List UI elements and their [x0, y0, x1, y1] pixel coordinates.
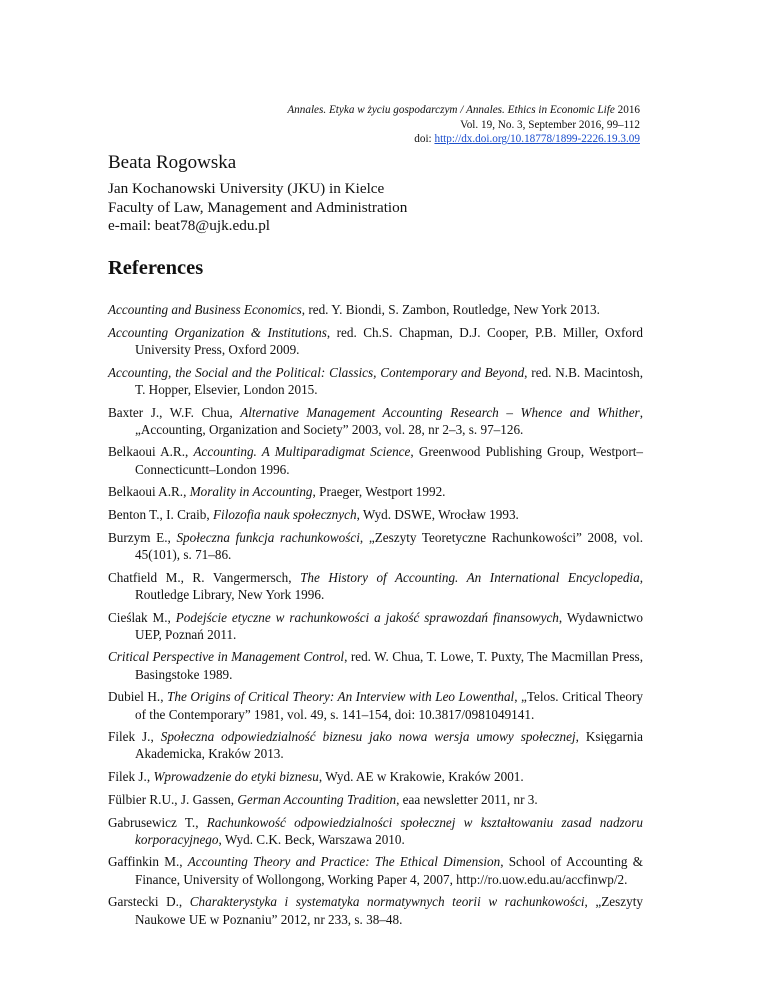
reference-item: [108, 529, 643, 563]
reference-item: [108, 404, 643, 438]
reference-item: [108, 301, 643, 318]
author-name: Beata Rogowska: [108, 152, 237, 173]
reference-item: [108, 648, 643, 682]
reference-title: Morality in Accounting: [189, 484, 313, 500]
reference-details: , eaa newsletter 2011, nr 3.: [396, 791, 538, 807]
journal-name: Annales. Etyka w życiu gospodarczym / Annales. Ethics in Economic Life: [287, 104, 615, 116]
reference-list: [108, 301, 643, 933]
reference-details: , Wyd. C.K. Beck, Warszawa 2010.: [218, 831, 405, 847]
doi-label: doi:: [414, 133, 432, 145]
reference-details: , red. Ch.S. Chapman, D.J. Cooper, P.B. Miller, Oxford University Press, Oxford 2009.: [135, 324, 643, 357]
reference-authors: Baxter J., W.F. Chua,: [108, 404, 241, 420]
reference-item: [108, 893, 643, 927]
reference-details: , „Accounting, Organization and Society” 2003, vol. 28, nr 2–3, s. 97–126.: [135, 404, 643, 437]
reference-item: [108, 609, 643, 643]
reference-title: Filozofia nauk społecznych: [213, 507, 357, 523]
doi-link[interactable]: http://dx.doi.org/10.18778/1899-2226.19.3.09: [434, 133, 640, 145]
reference-authors: Belkaoui A.R.,: [108, 444, 194, 460]
reference-details: , red. N.B. Macintosh, T. Hopper, Elsevier, London 2015.: [135, 364, 643, 397]
reference-details: , Księgarnia Akademicka, Kraków 2013.: [135, 729, 644, 762]
reference-title: Accounting Theory and Practice: The Ethical Dimension: [187, 854, 501, 870]
reference-details: , Greenwood Publishing Group, Westport–Connecticuntt–London 1996.: [135, 444, 644, 477]
reference-authors: Chatfield M., R. Vangermersch,: [108, 569, 301, 585]
author-affiliation: Jan Kochanowski University (JKU) in Kielce: [108, 180, 385, 197]
reference-title: The History of Accounting. An International Encyclopedia: [300, 569, 640, 585]
reference-item: [108, 483, 643, 500]
reference-item: [108, 768, 643, 785]
reference-title: Critical Perspective in Management Control: [108, 649, 345, 665]
author-faculty: Faculty of Law, Management and Administration: [108, 198, 408, 216]
reference-details: , „Zeszyty Teoretyczne Rachunkowości” 2008, vol. 45(101), s. 71–86.: [135, 529, 643, 562]
reference-title: Rachunkowość odpowiedzialności społecznej w kształtowaniu zasad nadzoru korporacyjnego: [135, 814, 643, 847]
reference-details: , red. W. Chua, T. Lowe, T. Puxty, The Macmillan Press, Basingstoke 1989.: [135, 649, 643, 682]
reference-authors: Fülbier R.U., J. Gassen,: [108, 791, 238, 807]
reference-title: Alternative Management Accounting Research – Whence and Whither: [240, 404, 640, 420]
reference-details: , „Zeszyty Naukowe UE w Poznaniu” 2012, nr 233, s. 38–48.: [135, 894, 643, 927]
reference-title: Społeczna funkcja rachunkowości: [176, 529, 360, 545]
journal-year: 2016: [617, 104, 640, 116]
reference-authors: Garstecki D.,: [108, 894, 190, 910]
reference-authors: Filek J.,: [108, 769, 154, 785]
reference-item: [108, 506, 643, 523]
journal-line: [120, 103, 640, 118]
reference-title: German Accounting Tradition: [237, 791, 397, 807]
reference-details: , red. Y. Biondi, S. Zambon, Routledge, New York 2013.: [301, 302, 600, 317]
reference-authors: Benton T., I. Craib,: [108, 507, 213, 523]
reference-title: Accounting, the Social and the Political: Classics, Contemporary and Beyond: [108, 364, 525, 380]
reference-item: [108, 688, 643, 722]
reference-item: [108, 324, 643, 358]
reference-authors: Gaffinkin M.,: [108, 854, 188, 870]
reference-title: Accounting and Business Economics: [108, 302, 302, 317]
reference-details: , Routledge Library, New York 1996.: [135, 569, 643, 602]
doi-line: [120, 132, 640, 147]
reference-authors: Gabrusewicz T.,: [108, 814, 207, 830]
reference-title: Accounting Organization & Institutions: [108, 324, 327, 340]
reference-authors: Burzym E.,: [108, 529, 177, 545]
volume-line: Vol. 19, No. 3, September 2016, 99–112: [460, 118, 640, 131]
reference-details: , Wydawnictwo UEP, Poznań 2011.: [135, 609, 643, 642]
reference-details: , Wyd. AE w Krakowie, Kraków 2001.: [318, 769, 524, 785]
reference-details: , Wyd. DSWE, Wrocław 1993.: [356, 507, 519, 523]
reference-item: [108, 853, 643, 887]
author-email: e-mail: beat78@ujk.edu.pl: [108, 217, 271, 235]
page-header: [120, 103, 640, 147]
reference-details: , School of Accounting & Finance, University of Wollongong, Working Paper 4, 2007, http://ro.uow.edu.au/accfinwp/2.: [135, 854, 643, 887]
reference-authors: Dubiel H.,: [108, 689, 168, 705]
author-block: [108, 151, 668, 236]
reference-title: Accounting. A Multiparadigmat Science: [193, 444, 411, 460]
reference-title: Charakterystyka i systematyka normatywnych teorii w rachunkowości: [189, 894, 585, 910]
reference-details: , „Telos. Critical Theory of the Contemporary” 1981, vol. 49, s. 141–154, doi: 10.3817/0981049141.: [135, 689, 643, 722]
reference-item: [108, 728, 643, 762]
reference-authors: Belkaoui A.R.,: [108, 484, 190, 500]
reference-title: Wprowadzenie do etyki biznesu: [153, 769, 319, 785]
reference-title: The Origins of Critical Theory: An Interview with Leo Lowenthal: [167, 689, 515, 705]
reference-details: , Praeger, Westport 1992.: [312, 484, 446, 500]
reference-authors: Cieślak M.,: [108, 609, 176, 625]
reference-title: Społeczna odpowiedzialność biznesu jako nowa wersja umowy społecznej: [160, 729, 576, 745]
reference-item: [108, 814, 643, 848]
reference-item: [108, 443, 643, 477]
reference-item: [108, 791, 643, 808]
reference-item: [108, 569, 643, 603]
reference-item: [108, 364, 643, 398]
reference-authors: Filek J.,: [108, 729, 161, 745]
reference-title: Podejście etyczne w rachunkowości a jakość sprawozdań finansowych: [175, 609, 559, 625]
section-title: References: [108, 257, 204, 279]
